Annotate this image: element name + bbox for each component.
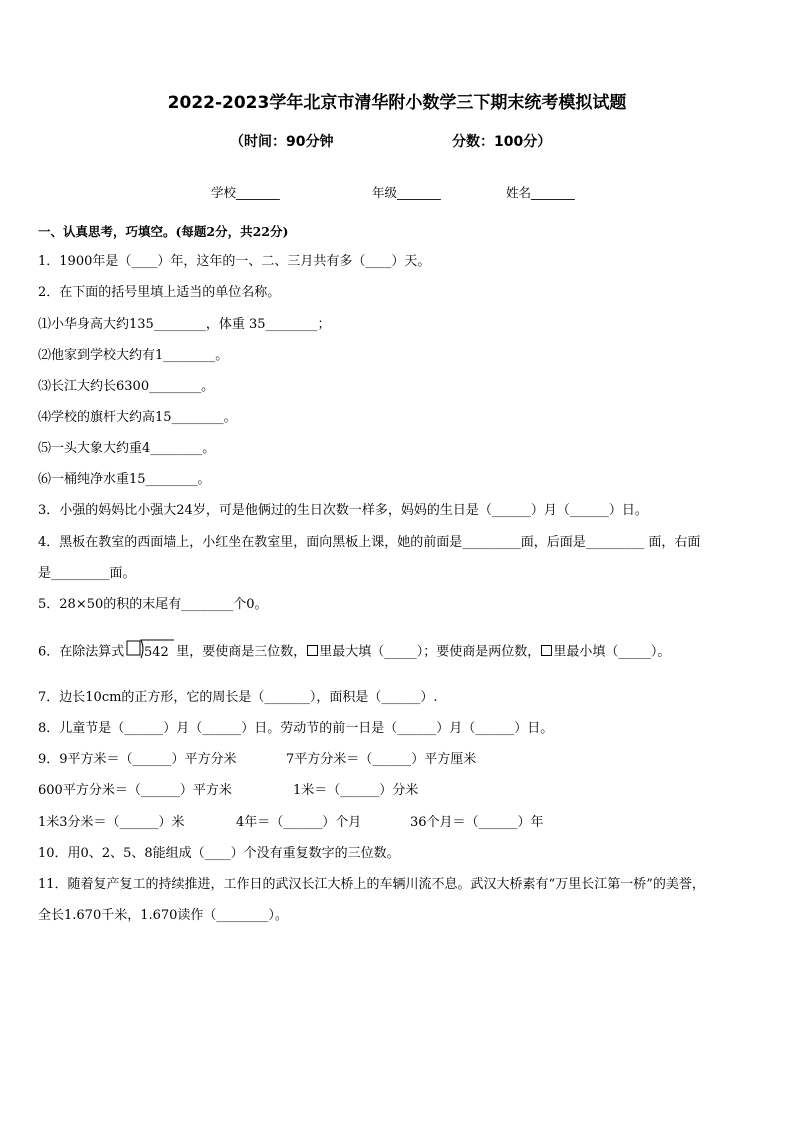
question-4-line-1: 4．黑板在教室的西面墙上，小红坐在教室里，面向黑板上课，她的前面是_________面，后面是_________ 面，右面 <box>38 535 701 550</box>
question-6 <box>38 636 768 666</box>
question-11-line-2: 全长1.670千米，1.670读作（________）。 <box>38 908 288 923</box>
question-6-part-3: 里最小填（_____）。 <box>553 644 671 660</box>
question-6-part-2: 里最大填（_____）；要使商是两位数， <box>319 644 541 660</box>
exam-title: 2022-2023学年北京市清华附小数学三下期末统考模拟试题 <box>167 93 627 113</box>
question-9-c: 600平方分米＝（______）平方米 <box>38 783 232 798</box>
question-7: 7．边长10cm的正方形，它的周长是（_______），面积是（______）. <box>38 690 438 705</box>
exam-score: 分数：100分） <box>452 134 552 150</box>
dividend-text: 542 <box>144 645 170 660</box>
question-3: 3．小强的妈妈比小强大24岁，可是他俩过的生日次数一样多，妈妈的生日是（______）月（______）日。 <box>38 503 648 518</box>
long-division-bracket <box>125 636 175 664</box>
question-8: 8．儿童节是（______）月（______）日。劳动节的前一日是（______）月（______）日。 <box>38 721 554 736</box>
question-9-g: 36个月＝（______）年 <box>410 815 544 830</box>
question-2-item-3: ⑶长江大约长6300________。 <box>38 379 215 394</box>
section-heading: 一、认真思考，巧填空。(每题2分，共22分) <box>38 224 289 239</box>
blank-box <box>307 645 318 656</box>
question-9-a: 9．9平方米＝（______）平方分米 <box>38 752 237 767</box>
question-2-item-2: ⑵他家到学校大约有1________。 <box>38 348 229 363</box>
blank-box <box>541 645 552 656</box>
question-10: 10．用0、2、5、8能组成（____）个没有重复数字的三位数。 <box>38 846 400 861</box>
question-1: 1．1900年是（____）年，这年的一、二、三月共有多（____）天。 <box>38 254 431 269</box>
question-6-prefix: 6．在除法算式 <box>38 644 125 660</box>
question-2-item-5: ⑸一头大象大约重4________。 <box>38 441 216 456</box>
question-6-part-1: 里，要使商是三位数， <box>176 644 307 660</box>
grade-field: 年级_______ <box>372 185 441 200</box>
question-11-line-1: 11．随着复产复工的持续推进，工作日的武汉长江大桥上的车辆川流不息。武汉大桥素有“万里长江第一桥”的美誉， <box>38 877 705 892</box>
school-field: 学校_______ <box>211 185 280 200</box>
question-2-item-4: ⑷学校的旗杆大约高15________。 <box>38 410 237 425</box>
question-9-d: 1米＝（______）分米 <box>293 783 419 798</box>
question-9-e: 1米3分米＝（______）米 <box>38 815 185 830</box>
question-4-line-2: 是_________面。 <box>38 566 136 581</box>
question-9-b: 7平方分米＝（______）平方厘米 <box>286 752 477 767</box>
question-2-item-6: ⑹一桶纯净水重15________。 <box>38 472 211 487</box>
question-9-f: 4年＝（______）个月 <box>236 815 362 830</box>
name-field: 姓名_______ <box>506 185 575 200</box>
question-2-stem: 2．在下面的括号里填上适当的单位名称。 <box>38 285 281 300</box>
question-2-item-1: ⑴小华身高大约135________，体重 35________； <box>38 317 331 332</box>
question-5: 5．28×50的积的末尾有________个0。 <box>38 597 268 612</box>
divisor-box <box>127 641 140 655</box>
exam-time: （时间：90分钟 <box>230 134 334 150</box>
